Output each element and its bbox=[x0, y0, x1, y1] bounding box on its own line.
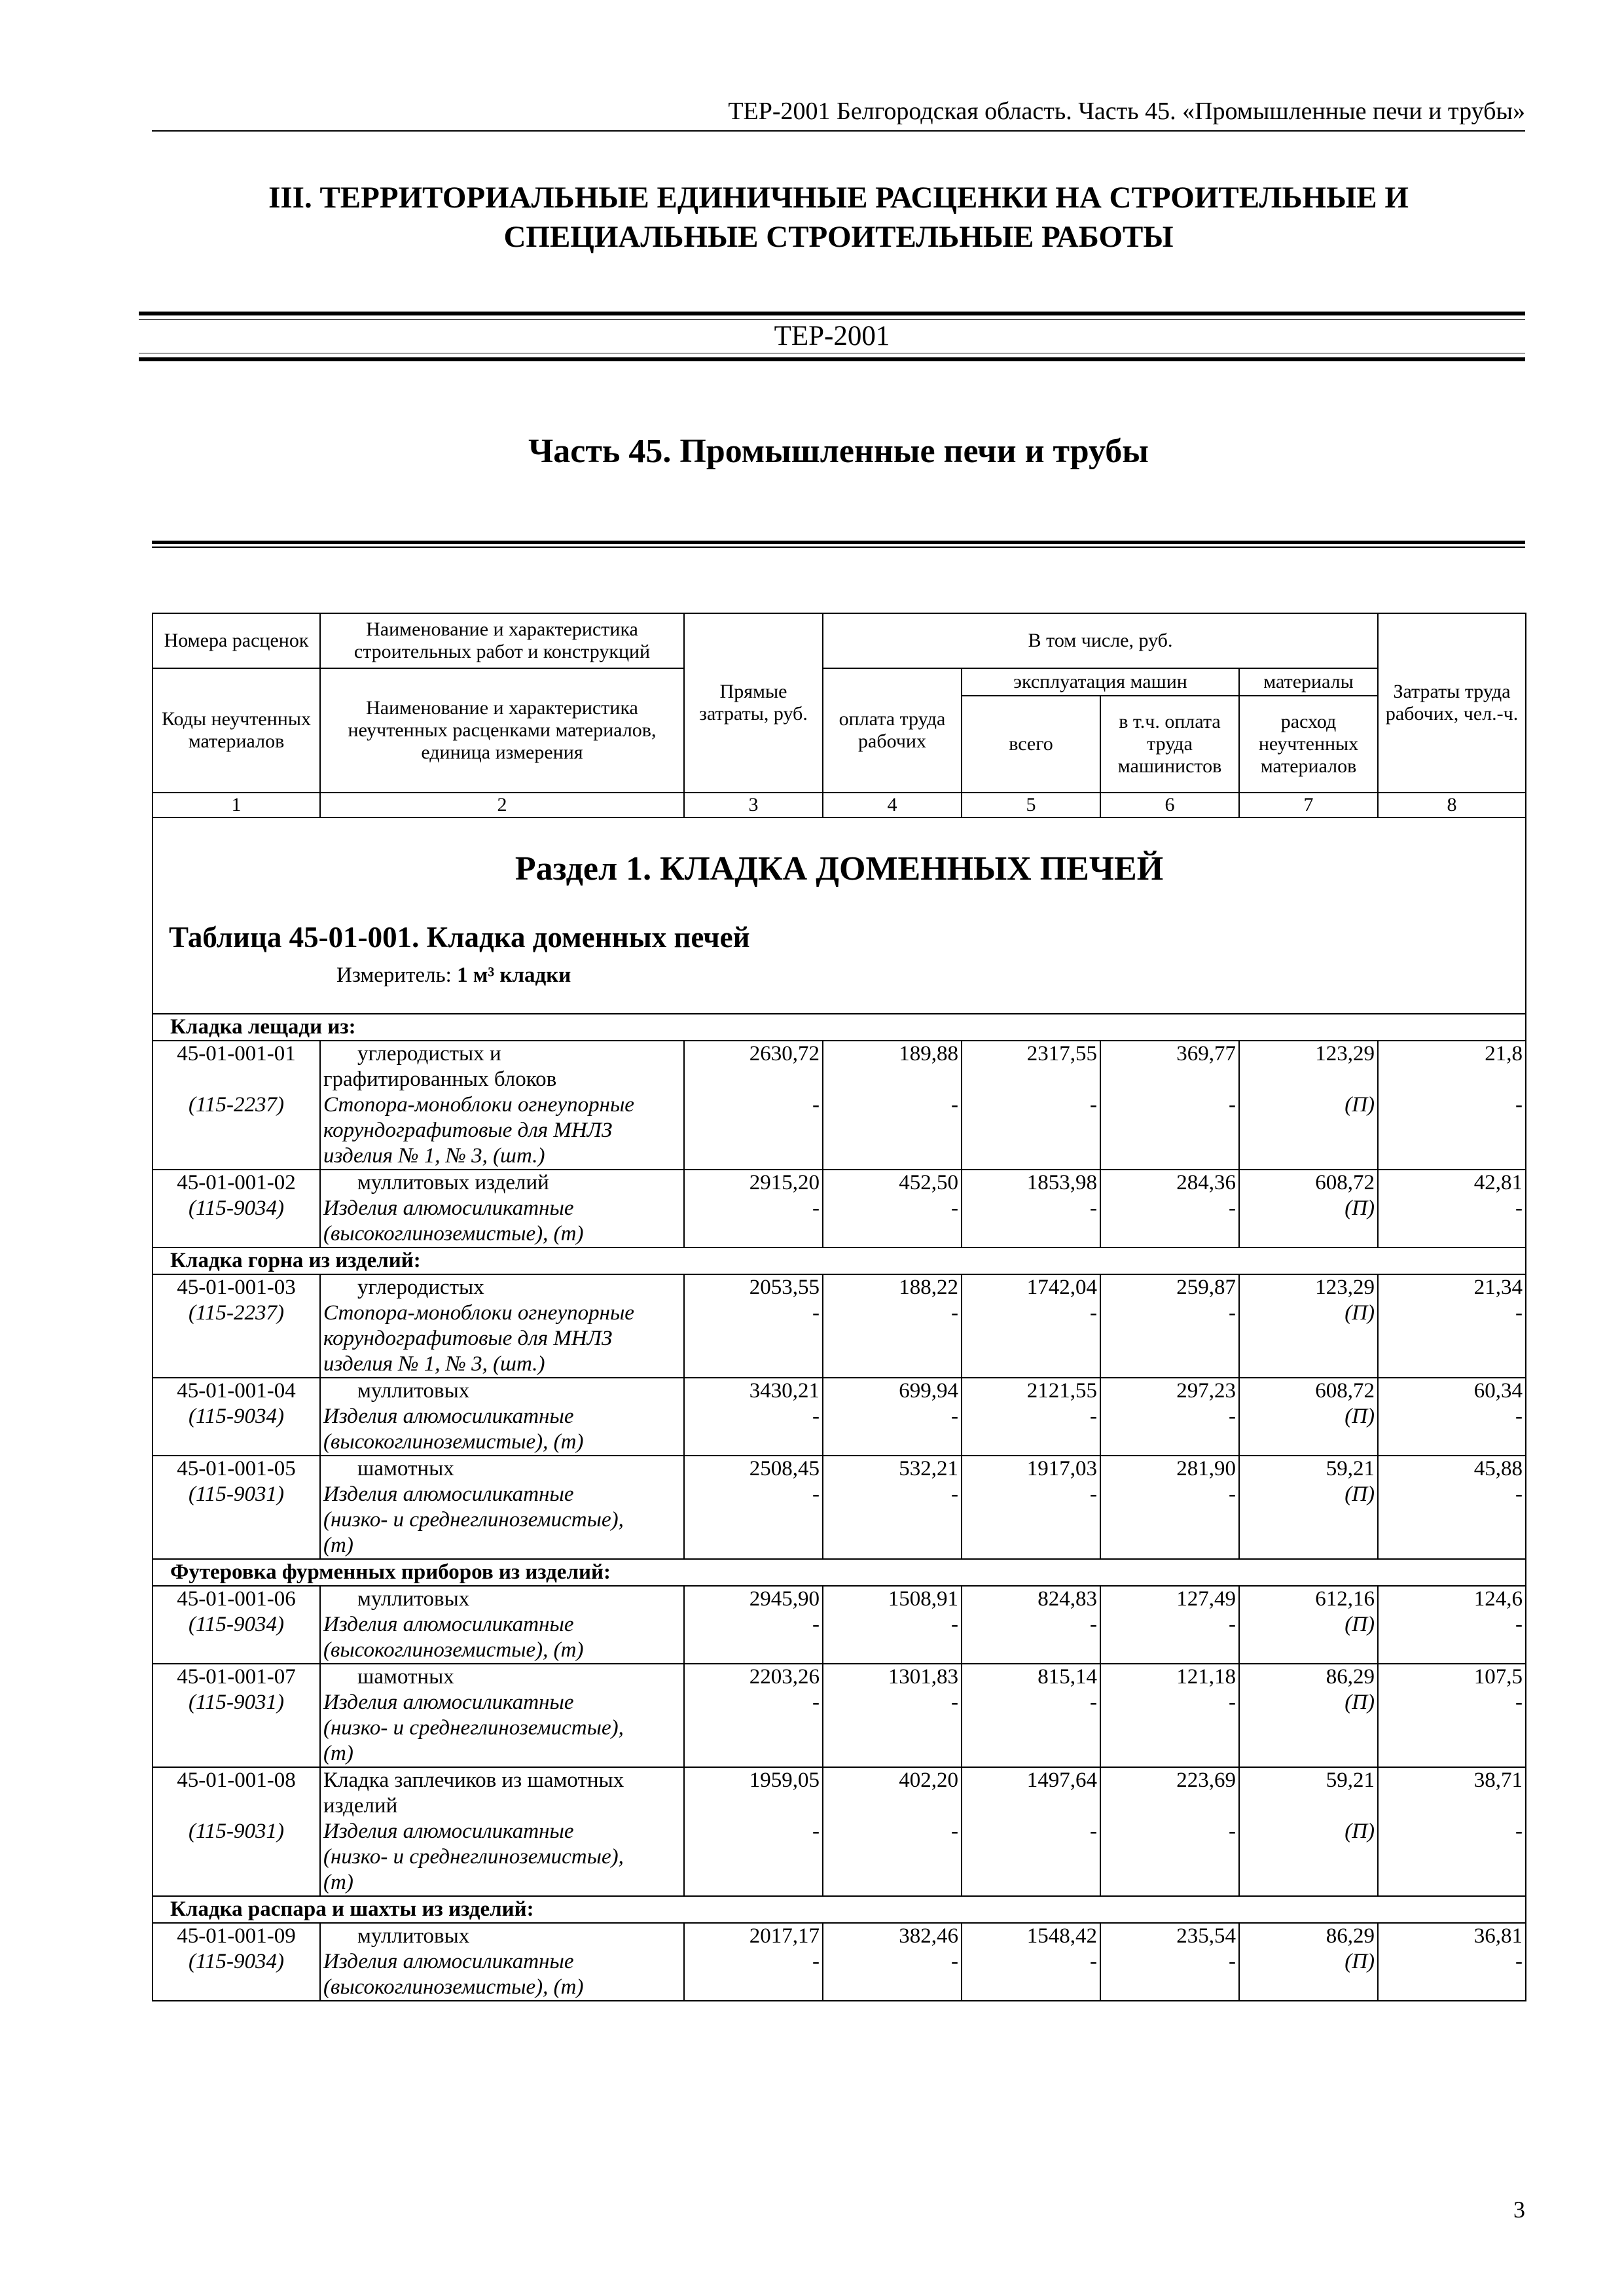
material-name: Изделия алюмосиликатные bbox=[323, 1482, 574, 1506]
table-header bbox=[153, 613, 1526, 817]
material-name-cont: (высокоглиноземистые), (т) bbox=[323, 1975, 584, 1999]
materials: 608,72 (П) bbox=[1239, 1170, 1378, 1247]
work-name: муллитовых bbox=[357, 1587, 470, 1611]
material-code: (115-9031) bbox=[188, 1691, 285, 1714]
machinist-pay: 369,77 - bbox=[1100, 1041, 1239, 1170]
table-row bbox=[153, 1378, 1526, 1456]
name-cell bbox=[320, 1586, 684, 1664]
material-name: Изделия алюмосиликатные bbox=[323, 1196, 574, 1220]
col-number-7: 7 bbox=[1239, 793, 1378, 817]
section-title: Раздел 1. КЛАДКА ДОМЕННЫХ ПЕЧЕЙ bbox=[514, 850, 1164, 888]
direct-cost: 2017,17 - bbox=[684, 1923, 823, 2001]
labor-hours: 21,8 - bbox=[1378, 1041, 1526, 1170]
labor-hours: 36,81 - bbox=[1378, 1923, 1526, 2001]
material-name-cont: изделия № 1, № 3, (шт.) bbox=[323, 1352, 545, 1376]
rate-code: 45-01-001-03 bbox=[177, 1276, 296, 1299]
header-materials: материалы bbox=[1239, 668, 1378, 696]
labor-hours: 45,88 - bbox=[1378, 1456, 1526, 1559]
work-name: углеродистых bbox=[357, 1276, 484, 1299]
work-name: Кладка заплечиков из шамотных bbox=[323, 1768, 624, 1792]
table-title: Таблица 45-01-001. Кладка доменных печей bbox=[169, 921, 750, 954]
direct-cost: 2203,26 - bbox=[684, 1664, 823, 1767]
labor-hours: 107,5 - bbox=[1378, 1664, 1526, 1767]
col-number-1: 1 bbox=[153, 793, 320, 817]
rate-code-cell bbox=[153, 1923, 320, 2001]
material-name: Изделия алюмосиликатные bbox=[323, 1691, 574, 1714]
materials: 123,29 (П) bbox=[1239, 1274, 1378, 1378]
labor-hours: 124,6 - bbox=[1378, 1586, 1526, 1664]
table-row bbox=[153, 1170, 1526, 1247]
work-name: муллитовых bbox=[357, 1379, 470, 1403]
page-number: 3 bbox=[1513, 2197, 1525, 2223]
header-materials-sub: расход неучтенных материалов bbox=[1239, 696, 1378, 793]
machinist-pay: 223,69 - bbox=[1100, 1767, 1239, 1896]
machines-total: 1548,42 - bbox=[962, 1923, 1100, 2001]
material-name-cont: (высокоглиноземистые), (т) bbox=[323, 1430, 584, 1454]
material-code: (115-9034) bbox=[188, 1613, 285, 1636]
material-code: (115-2237) bbox=[188, 1093, 285, 1117]
rate-code: 45-01-001-05 bbox=[177, 1457, 296, 1480]
material-name-cont: (т) bbox=[323, 1534, 353, 1557]
group-label: Кладка горна из изделий: bbox=[153, 1247, 1526, 1274]
col-number-5: 5 bbox=[962, 793, 1100, 817]
group-row bbox=[153, 1247, 1526, 1274]
rate-code-cell bbox=[153, 1274, 320, 1378]
col-number-4: 4 bbox=[823, 793, 962, 817]
name-cell bbox=[320, 1170, 684, 1247]
unit-line bbox=[336, 962, 1525, 988]
rate-code-cell bbox=[153, 1170, 320, 1247]
machines-total: 1853,98 - bbox=[962, 1170, 1100, 1247]
work-name: шамотных bbox=[357, 1457, 454, 1480]
direct-cost: 2915,20 - bbox=[684, 1170, 823, 1247]
machinist-pay: 259,87 - bbox=[1100, 1274, 1239, 1378]
material-name: Изделия алюмосиликатные bbox=[323, 1405, 574, 1428]
direct-cost: 1959,05 - bbox=[684, 1767, 823, 1896]
material-code: (115-9034) bbox=[188, 1405, 285, 1428]
col-number-3: 3 bbox=[684, 793, 823, 817]
rate-code: 45-01-001-07 bbox=[177, 1665, 296, 1689]
material-name-cont: (низко- и среднеглиноземистые), bbox=[323, 1845, 624, 1869]
machines-total: 1917,03 - bbox=[962, 1456, 1100, 1559]
direct-cost: 2508,45 - bbox=[684, 1456, 823, 1559]
labor-pay: 382,46 - bbox=[823, 1923, 962, 2001]
labor-pay: 402,20 - bbox=[823, 1767, 962, 1896]
ter-band bbox=[139, 312, 1525, 361]
work-name-cont: изделий bbox=[323, 1794, 398, 1818]
machines-total: 815,14 - bbox=[962, 1664, 1100, 1767]
material-name-cont: (т) bbox=[323, 1742, 353, 1765]
header-machines: эксплуатация машин bbox=[962, 668, 1239, 696]
name-cell bbox=[320, 1274, 684, 1378]
rate-code-cell bbox=[153, 1456, 320, 1559]
material-name-cont: изделия № 1, № 3, (шт.) bbox=[323, 1144, 545, 1168]
labor-hours: 42,81 - bbox=[1378, 1170, 1526, 1247]
material-code: (115-9034) bbox=[188, 1950, 285, 1973]
name-cell bbox=[320, 1041, 684, 1170]
material-name: Изделия алюмосиликатные bbox=[323, 1950, 574, 1973]
material-name: Стопора-моноблоки огнеупорные bbox=[323, 1301, 634, 1325]
table-row bbox=[153, 1041, 1526, 1170]
direct-cost: 2630,72 - bbox=[684, 1041, 823, 1170]
rate-code: 45-01-001-04 bbox=[177, 1379, 296, 1403]
name-cell bbox=[320, 1923, 684, 2001]
material-code: (115-9034) bbox=[188, 1196, 285, 1220]
col-number-2: 2 bbox=[320, 793, 684, 817]
section-heading-line-2: СПЕЦИАЛЬНЫЕ СТРОИТЕЛЬНЫЕ РАБОТЫ bbox=[503, 220, 1174, 254]
header-labor-cost: Затраты труда рабочих, чел.-ч. bbox=[1378, 613, 1526, 793]
table-row bbox=[153, 1586, 1526, 1664]
rate-code-cell bbox=[153, 1767, 320, 1896]
section-heading bbox=[152, 178, 1525, 257]
labor-pay: 532,21 - bbox=[823, 1456, 962, 1559]
name-cell bbox=[320, 1456, 684, 1559]
machinist-pay: 127,49 - bbox=[1100, 1586, 1239, 1664]
material-name-cont: (высокоглиноземистые), (т) bbox=[323, 1222, 584, 1246]
rate-code-cell bbox=[153, 1041, 320, 1170]
material-name-cont: (низко- и среднеглиноземистые), bbox=[323, 1716, 624, 1740]
material-name: Изделия алюмосиликатные bbox=[323, 1820, 574, 1843]
materials: 86,29 (П) bbox=[1239, 1923, 1378, 2001]
labor-hours: 60,34 - bbox=[1378, 1378, 1526, 1456]
material-code: (115-2237) bbox=[188, 1301, 285, 1325]
rate-code: 45-01-001-06 bbox=[177, 1587, 296, 1611]
labor-pay: 1301,83 - bbox=[823, 1664, 962, 1767]
rate-code-cell bbox=[153, 1586, 320, 1664]
table-row bbox=[153, 1456, 1526, 1559]
part-rule bbox=[152, 541, 1525, 548]
rate-code: 45-01-001-02 bbox=[177, 1171, 296, 1194]
name-cell bbox=[320, 1378, 684, 1456]
col-number-8: 8 bbox=[1378, 793, 1526, 817]
header-incl: В том числе, руб. bbox=[823, 613, 1378, 668]
labor-pay: 189,88 - bbox=[823, 1041, 962, 1170]
direct-cost: 3430,21 - bbox=[684, 1378, 823, 1456]
work-name: муллитовых изделий bbox=[357, 1171, 549, 1194]
direct-cost: 2945,90 - bbox=[684, 1586, 823, 1664]
header-machines-total: всего bbox=[962, 696, 1100, 793]
material-name: Изделия алюмосиликатные bbox=[323, 1613, 574, 1636]
material-name-cont: корундографитовые для МНЛЗ bbox=[323, 1119, 613, 1142]
materials: 612,16 (П) bbox=[1239, 1586, 1378, 1664]
work-name: муллитовых bbox=[357, 1924, 470, 1948]
group-row bbox=[153, 1559, 1526, 1586]
table-row bbox=[153, 1767, 1526, 1896]
material-name-cont: (высокоглиноземистые), (т) bbox=[323, 1638, 584, 1662]
col-number-6: 6 bbox=[1100, 793, 1239, 817]
group-label: Кладка лещади из: bbox=[153, 1014, 1526, 1041]
work-name-cont: графитированных блоков bbox=[323, 1067, 557, 1091]
labor-hours: 21,34 - bbox=[1378, 1274, 1526, 1378]
unit-label: Измеритель: bbox=[336, 963, 452, 987]
rate-code-cell bbox=[153, 1664, 320, 1767]
materials: 59,21 (П) bbox=[1239, 1767, 1378, 1896]
materials: 608,72 (П) bbox=[1239, 1378, 1378, 1456]
rate-code-cell bbox=[153, 1378, 320, 1456]
material-name-cont: (низко- и среднеглиноземистые), bbox=[323, 1508, 624, 1532]
header-machines-incl: в т.ч. оплата труда машинистов bbox=[1100, 696, 1239, 793]
section-caption-cell bbox=[153, 817, 1526, 1014]
material-code: (115-9031) bbox=[188, 1820, 285, 1843]
header-col2-bottom: Наименование и характеристика неучтенных расценками материалов, единица измерения bbox=[320, 668, 684, 793]
rate-code: 45-01-001-08 bbox=[177, 1768, 296, 1792]
header-labor-pay: оплата труда рабочих bbox=[823, 668, 962, 793]
group-label: Футеровка фурменных приборов из изделий: bbox=[153, 1559, 1526, 1586]
table-row bbox=[153, 1664, 1526, 1767]
machinist-pay: 235,54 - bbox=[1100, 1923, 1239, 2001]
labor-hours: 38,71 - bbox=[1378, 1767, 1526, 1896]
header-col1-top: Номера расценок bbox=[153, 613, 320, 668]
section-heading-line-1: III. ТЕРРИТОРИАЛЬНЫЕ ЕДИНИЧНЫЕ РАСЦЕНКИ НА СТРОИТЕЛЬНЫЕ И bbox=[268, 181, 1409, 215]
work-name: углеродистых и bbox=[357, 1042, 501, 1066]
group-row bbox=[153, 1896, 1526, 1923]
machinist-pay: 121,18 - bbox=[1100, 1664, 1239, 1767]
material-name-cont: (т) bbox=[323, 1871, 353, 1894]
header-rule bbox=[152, 130, 1525, 132]
material-name: Стопора-моноблоки огнеупорные bbox=[323, 1093, 634, 1117]
group-row bbox=[153, 1014, 1526, 1041]
unit-value: 1 м³ кладки bbox=[457, 963, 571, 987]
machines-total: 2317,55 - bbox=[962, 1041, 1100, 1170]
labor-pay: 1508,91 - bbox=[823, 1586, 962, 1664]
direct-cost: 2053,55 - bbox=[684, 1274, 823, 1378]
table-row bbox=[153, 1923, 1526, 2001]
running-header: ТЕР-2001 Белгородская область. Часть 45. «Промышленные печи и трубы» bbox=[728, 98, 1525, 125]
header-col1-bottom: Коды неучтенных материалов bbox=[153, 668, 320, 793]
name-cell bbox=[320, 1664, 684, 1767]
material-code: (115-9031) bbox=[188, 1482, 285, 1506]
machinist-pay: 281,90 - bbox=[1100, 1456, 1239, 1559]
name-cell bbox=[320, 1767, 684, 1896]
machinist-pay: 284,36 - bbox=[1100, 1170, 1239, 1247]
machinist-pay: 297,23 - bbox=[1100, 1378, 1239, 1456]
table-row bbox=[153, 1274, 1526, 1378]
work-name: шамотных bbox=[357, 1665, 454, 1689]
labor-pay: 452,50 - bbox=[823, 1170, 962, 1247]
header-col3: Прямые затраты, руб. bbox=[684, 613, 823, 793]
rates-table bbox=[152, 613, 1526, 2001]
machines-total: 824,83 - bbox=[962, 1586, 1100, 1664]
machines-total: 1497,64 - bbox=[962, 1767, 1100, 1896]
header-col2-top: Наименование и характеристика строительных работ и конструкций bbox=[320, 613, 684, 668]
rate-code: 45-01-001-01 bbox=[177, 1042, 296, 1066]
materials: 86,29 (П) bbox=[1239, 1664, 1378, 1767]
materials: 123,29 (П) bbox=[1239, 1041, 1378, 1170]
material-name-cont: корундографитовые для МНЛЗ bbox=[323, 1327, 613, 1350]
rate-code: 45-01-001-09 bbox=[177, 1924, 296, 1948]
machines-total: 1742,04 - bbox=[962, 1274, 1100, 1378]
machines-total: 2121,55 - bbox=[962, 1378, 1100, 1456]
ter-label: ТЕР-2001 bbox=[774, 321, 890, 351]
materials: 59,21 (П) bbox=[1239, 1456, 1378, 1559]
labor-pay: 188,22 - bbox=[823, 1274, 962, 1378]
group-label: Кладка распара и шахты из изделий: bbox=[153, 1896, 1526, 1923]
part-title: Часть 45. Промышленные печи и трубы bbox=[528, 433, 1149, 470]
labor-pay: 699,94 - bbox=[823, 1378, 962, 1456]
